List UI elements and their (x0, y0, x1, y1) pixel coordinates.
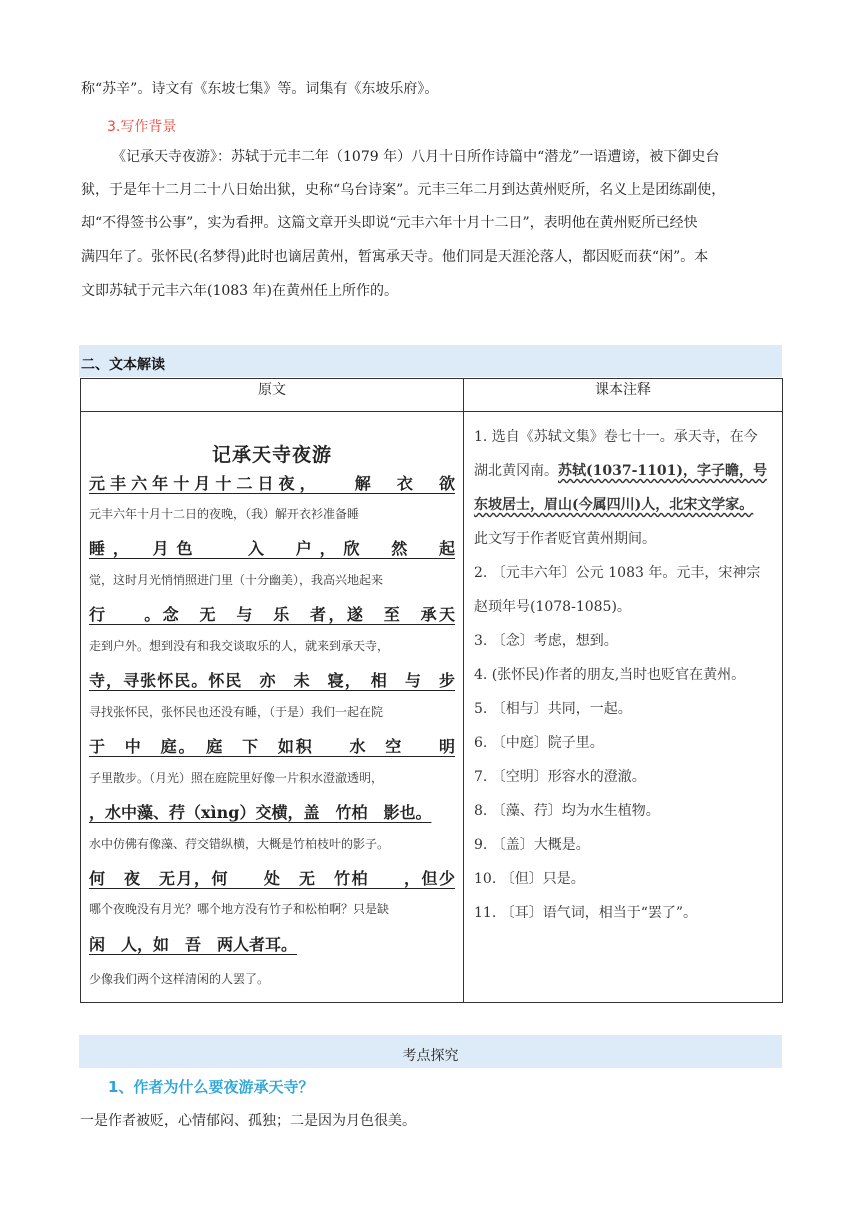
original-line: 行 。念 无 与 乐 者，遂 至 承天 (89, 605, 455, 624)
original-line: 元丰六年十月十二日夜， 解 衣 欲 (89, 474, 455, 493)
answer-text: 一是作者被贬，心情郁闷、孤独；二是因为月色很美。 (80, 1113, 416, 1129)
note-line: 7. 〔空明〕形容水的澄澈。 (474, 769, 646, 785)
translation-line: 子里散步。（月光）照在庭院里好像一片积水澄澈透明， (89, 771, 384, 785)
note-line: 4. (张怀民)作者的朋友,当时也贬官在黄州。 (474, 667, 746, 683)
original-line: 于 中 庭。 庭 下 如积 水 空 明 (89, 737, 455, 756)
section-banner (79, 1035, 782, 1068)
intro-line: 文即苏轼于元丰六年(1083 年)在黄州任上所作的。 (81, 283, 399, 299)
note-line: 此文写于作者贬官黄州期间。 (474, 531, 656, 547)
note-line: 10. 〔但〕只是。 (474, 871, 585, 887)
note-line: 8. 〔藻、荇〕均为水生植物。 (474, 803, 660, 819)
question-heading: 1、作者为什么要夜游承天寺？ (108, 1078, 314, 1096)
note-line: 2. 〔元丰六年〕公元 1083 年。元丰，宋神宗 (474, 565, 761, 581)
translation-line: 寻找张怀民，张怀民也还没有睡，（于是）我们一起在院 (89, 705, 384, 719)
section-title: 二、文本解读 (81, 357, 165, 373)
note-line: 11. 〔耳〕语气词，相当于“罢了”。 (474, 905, 698, 921)
intro-line: 狱，于是年十二月二十八日始出狱，史称“乌台诗案”。元丰三年二月到达黄州贬所，名义上是团练副使， (81, 182, 726, 198)
original-line: 寺，寻张怀民。怀民 亦 未 寝， 相 与 步 (89, 671, 455, 690)
note-line: 6. 〔中庭〕院子里。 (474, 735, 604, 751)
intro-line: 满四年了。张怀民(名梦得)此时也谪居黄州，暂寓承天寺。他们同是天涯沦落人，都因贬而获“闲”。本 (81, 249, 709, 265)
note-emphasis: 苏轼(1037-1101)，字子瞻，号 (558, 463, 767, 479)
translation-line: 少像我们两个这样清闲的人罢了。 (89, 972, 270, 986)
intro-line: 称“苏辛”。诗文有《东坡七集》等。词集有《东坡乐府》。 (81, 81, 439, 97)
translation-line: 元丰六年十月十二日的夜晚，（我）解开衣衫准备睡 (89, 507, 360, 521)
translation-line: 水中仿佛有像藻、荇交错纵横，大概是竹柏枝叶的影子。 (89, 837, 390, 851)
original-text-cell (81, 412, 464, 1003)
section-banner (79, 345, 782, 377)
original-line: 何 夜 无月，何 处 无 竹柏 ，但少 (89, 869, 455, 888)
translation-line: 走到户外。想到没有和我交谈取乐的人，就来到承天寺， (89, 639, 390, 653)
original-line: 闲 人，如 吾 两人者耳。 (89, 935, 298, 954)
note-line: 9. 〔盖〕大概是。 (474, 837, 590, 853)
translation-line: 觉，这时月光悄悄照进门里（十分幽美），我高兴地起来 (89, 573, 384, 587)
note-line: 赵顼年号(1078-1085)。 (474, 599, 631, 615)
header-original: 原文 (81, 379, 464, 412)
note-line (474, 460, 779, 480)
header-notes: 课本注释 (464, 379, 783, 412)
note-line: 3. 〔念〕考虑，想到。 (474, 633, 618, 649)
note-line: 1. 选自《苏轼文集》卷七十一。承天寺，在今 (474, 429, 758, 445)
translation-line: 哪个夜晚没有月光？哪个地方没有竹子和松柏啊？只是缺 (89, 902, 390, 916)
intro-line: 却“不得签书公事”，实为看押。这篇文章开头即说“元丰六年十月十二日”，表明他在黄州贬所已经快 (81, 215, 698, 231)
original-line: 睡， 月色 入 户，欣 然 起 (89, 539, 455, 558)
note-emphasis: 东坡居士，眉山(今属四川)人，北宋文学家。 (474, 497, 754, 513)
section-title: 考点探究 (402, 1048, 459, 1064)
text-title: 记承天寺夜游 (211, 444, 332, 466)
intro-line: 《记承天寺夜游》：苏轼于元丰二年（1079 年）八月十日所作诗篇中“潜龙”一语遭谤，被下御史台 (112, 149, 720, 165)
original-line: ，水中藻、荇（xìng）交横，盖 竹柏 影也。 (89, 803, 432, 822)
notes-cell (464, 412, 783, 1003)
note-line: 5. 〔相与〕共同，一起。 (474, 701, 632, 717)
note-text: 湖北黄冈南。 (474, 463, 558, 479)
text-table (80, 378, 783, 1003)
section-heading-background: 3.写作背景 (107, 119, 177, 135)
